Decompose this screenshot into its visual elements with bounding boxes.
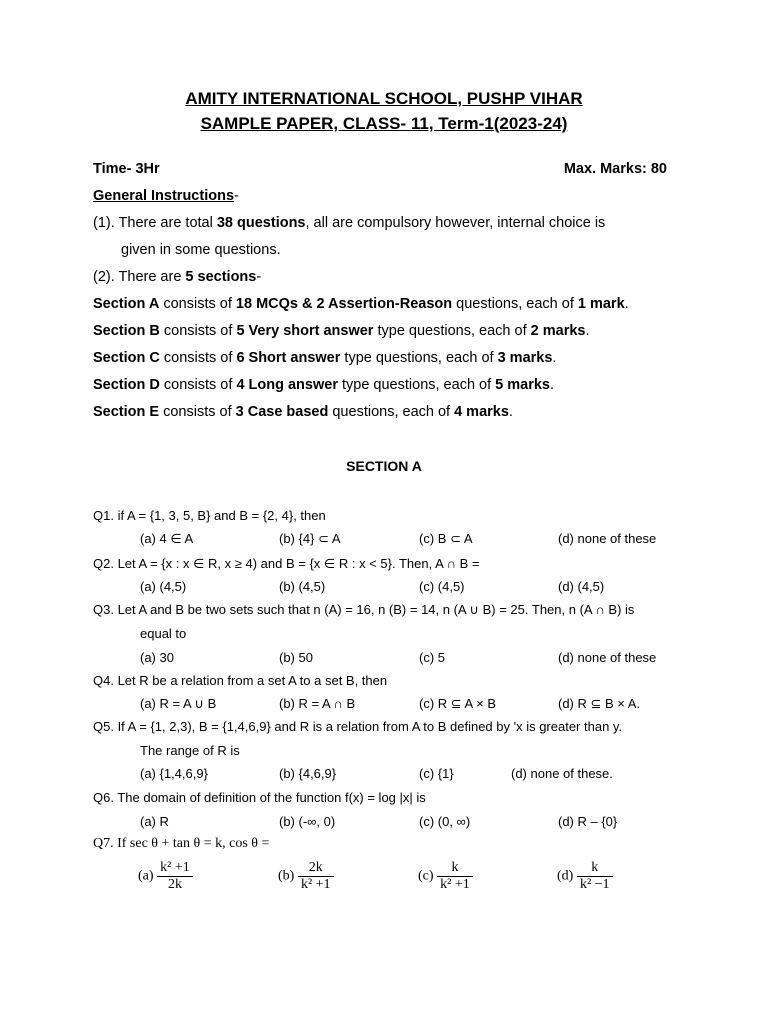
q1-option-d: (d) none of these [558, 531, 657, 546]
question-5: Q5. If A = {1, 2,3), B = {1,4,6,9} and R is a relation from A to B defined by 'x is greater than y. [93, 719, 623, 734]
q4-option-d: (d) R ⊆ B × A. [558, 696, 641, 711]
q1-option-b: (b) {4} ⊂ A [279, 531, 341, 546]
section-b-info: Section B consists of 5 Very short answer type questions, each of 2 marks. [93, 323, 590, 339]
instructions-heading: General Instructions- [93, 188, 239, 204]
school-name: AMITY INTERNATIONAL SCHOOL, PUSHP VIHAR [185, 89, 583, 108]
q2-option-b: (b) (4,5) [279, 579, 326, 594]
q7-option-b-fraction: $\frac{2k}{\text{k² +1}}$ [298, 860, 334, 893]
q1-option-a: (a) 4 ∈ A [140, 531, 194, 546]
section-e-info: Section E consists of 3 Case based questions, each of 4 marks. [93, 404, 513, 420]
q7-option-a: (a) $\frac{\text{k² +1}}{2k}$ [138, 860, 193, 893]
q3-option-b: (b) 50 [279, 650, 313, 665]
instruction-1: (1). There are total 38 questions, all are compulsory however, internal choice is [93, 215, 606, 231]
question-1: Q1. if A = {1, 3, 5, B} and B = {2, 4}, then [93, 508, 326, 523]
q4-option-b: (b) R = A ∩ B [279, 696, 356, 711]
section-a-title: SECTION A [346, 458, 422, 474]
instruction-1-cont: given in some questions. [121, 242, 281, 258]
q5-option-a: (a) {1,4,6,9} [140, 766, 208, 781]
section-a-info: Section A consists of 18 MCQs & 2 Assertion-Reason questions, each of 1 mark. [93, 296, 629, 312]
q3-option-a: (a) 30 [140, 650, 174, 665]
q6-option-b: (b) (-∞, 0) [279, 814, 336, 829]
q7-option-c: (c) $\frac{k}{\text{k² +1}}$ [418, 860, 473, 893]
max-marks-label: Max. Marks: 80 [563, 161, 667, 177]
paper-title: SAMPLE PAPER, CLASS- 11, Term-1(2023-24) [200, 114, 568, 133]
q7-option-a-fraction: $\frac{\text{k² +1}}{2k}$ [157, 860, 193, 893]
q5-option-c: (c) {1} [419, 766, 454, 781]
time-label: Time- 3Hr [93, 161, 160, 177]
section-d-info: Section D consists of 4 Long answer type questions, each of 5 marks. [93, 377, 555, 393]
question-3: Q3. Let A and B be two sets such that n (A) = 16, n (B) = 14, n (A ∪ B) = 25. Then, n (A ∩ B) is [93, 602, 635, 617]
question-6: Q6. The domain of definition of the function f(x) = log |x| is [93, 790, 426, 805]
q5-option-d: (d) none of these. [511, 766, 613, 781]
question-5-cont: The range of R is [140, 743, 240, 758]
q1-option-c: (c) B ⊂ A [419, 531, 473, 546]
q6-option-c: (c) (0, ∞) [419, 814, 471, 829]
question-4: Q4. Let R be a relation from a set A to a set B, then [93, 673, 388, 688]
q7-option-b: (b) $\frac{2k}{\text{k² +1}}$ [278, 860, 334, 893]
question-7: Q7. If sec θ + tan θ = k, cos θ = [93, 836, 270, 851]
question-3-cont: equal to [140, 626, 187, 641]
section-c-info: Section C consists of 6 Short answer type questions, each of 3 marks. [93, 350, 557, 366]
q2-option-a: (a) (4,5) [140, 579, 187, 594]
q6-option-a: (a) R [140, 814, 169, 829]
q4-option-c: (c) R ⊆ A × B [419, 696, 496, 711]
q6-option-d: (d) R – {0} [558, 814, 618, 829]
q3-option-c: (c) 5 [419, 650, 445, 665]
q7-option-d-fraction: $\frac{k}{\text{k² −1}}$ [577, 860, 613, 893]
q7-option-d: (d) $\frac{k}{\text{k² −1}}$ [557, 860, 613, 893]
q3-option-d: (d) none of these [558, 650, 657, 665]
q4-option-a: (a) R = A ∪ B [140, 696, 217, 711]
instruction-2: (2). There are 5 sections- [93, 269, 262, 285]
q7-option-c-fraction: $\frac{k}{\text{k² +1}}$ [437, 860, 473, 893]
question-2: Q2. Let A = {x : x ∈ R, x ≥ 4) and B = {x ∈ R : x < 5}. Then, A ∩ B = [93, 556, 480, 571]
q2-option-d: (d) (4,5) [558, 579, 605, 594]
q2-option-c: (c) (4,5) [419, 579, 465, 594]
q5-option-b: (b) {4,6,9} [279, 766, 337, 781]
